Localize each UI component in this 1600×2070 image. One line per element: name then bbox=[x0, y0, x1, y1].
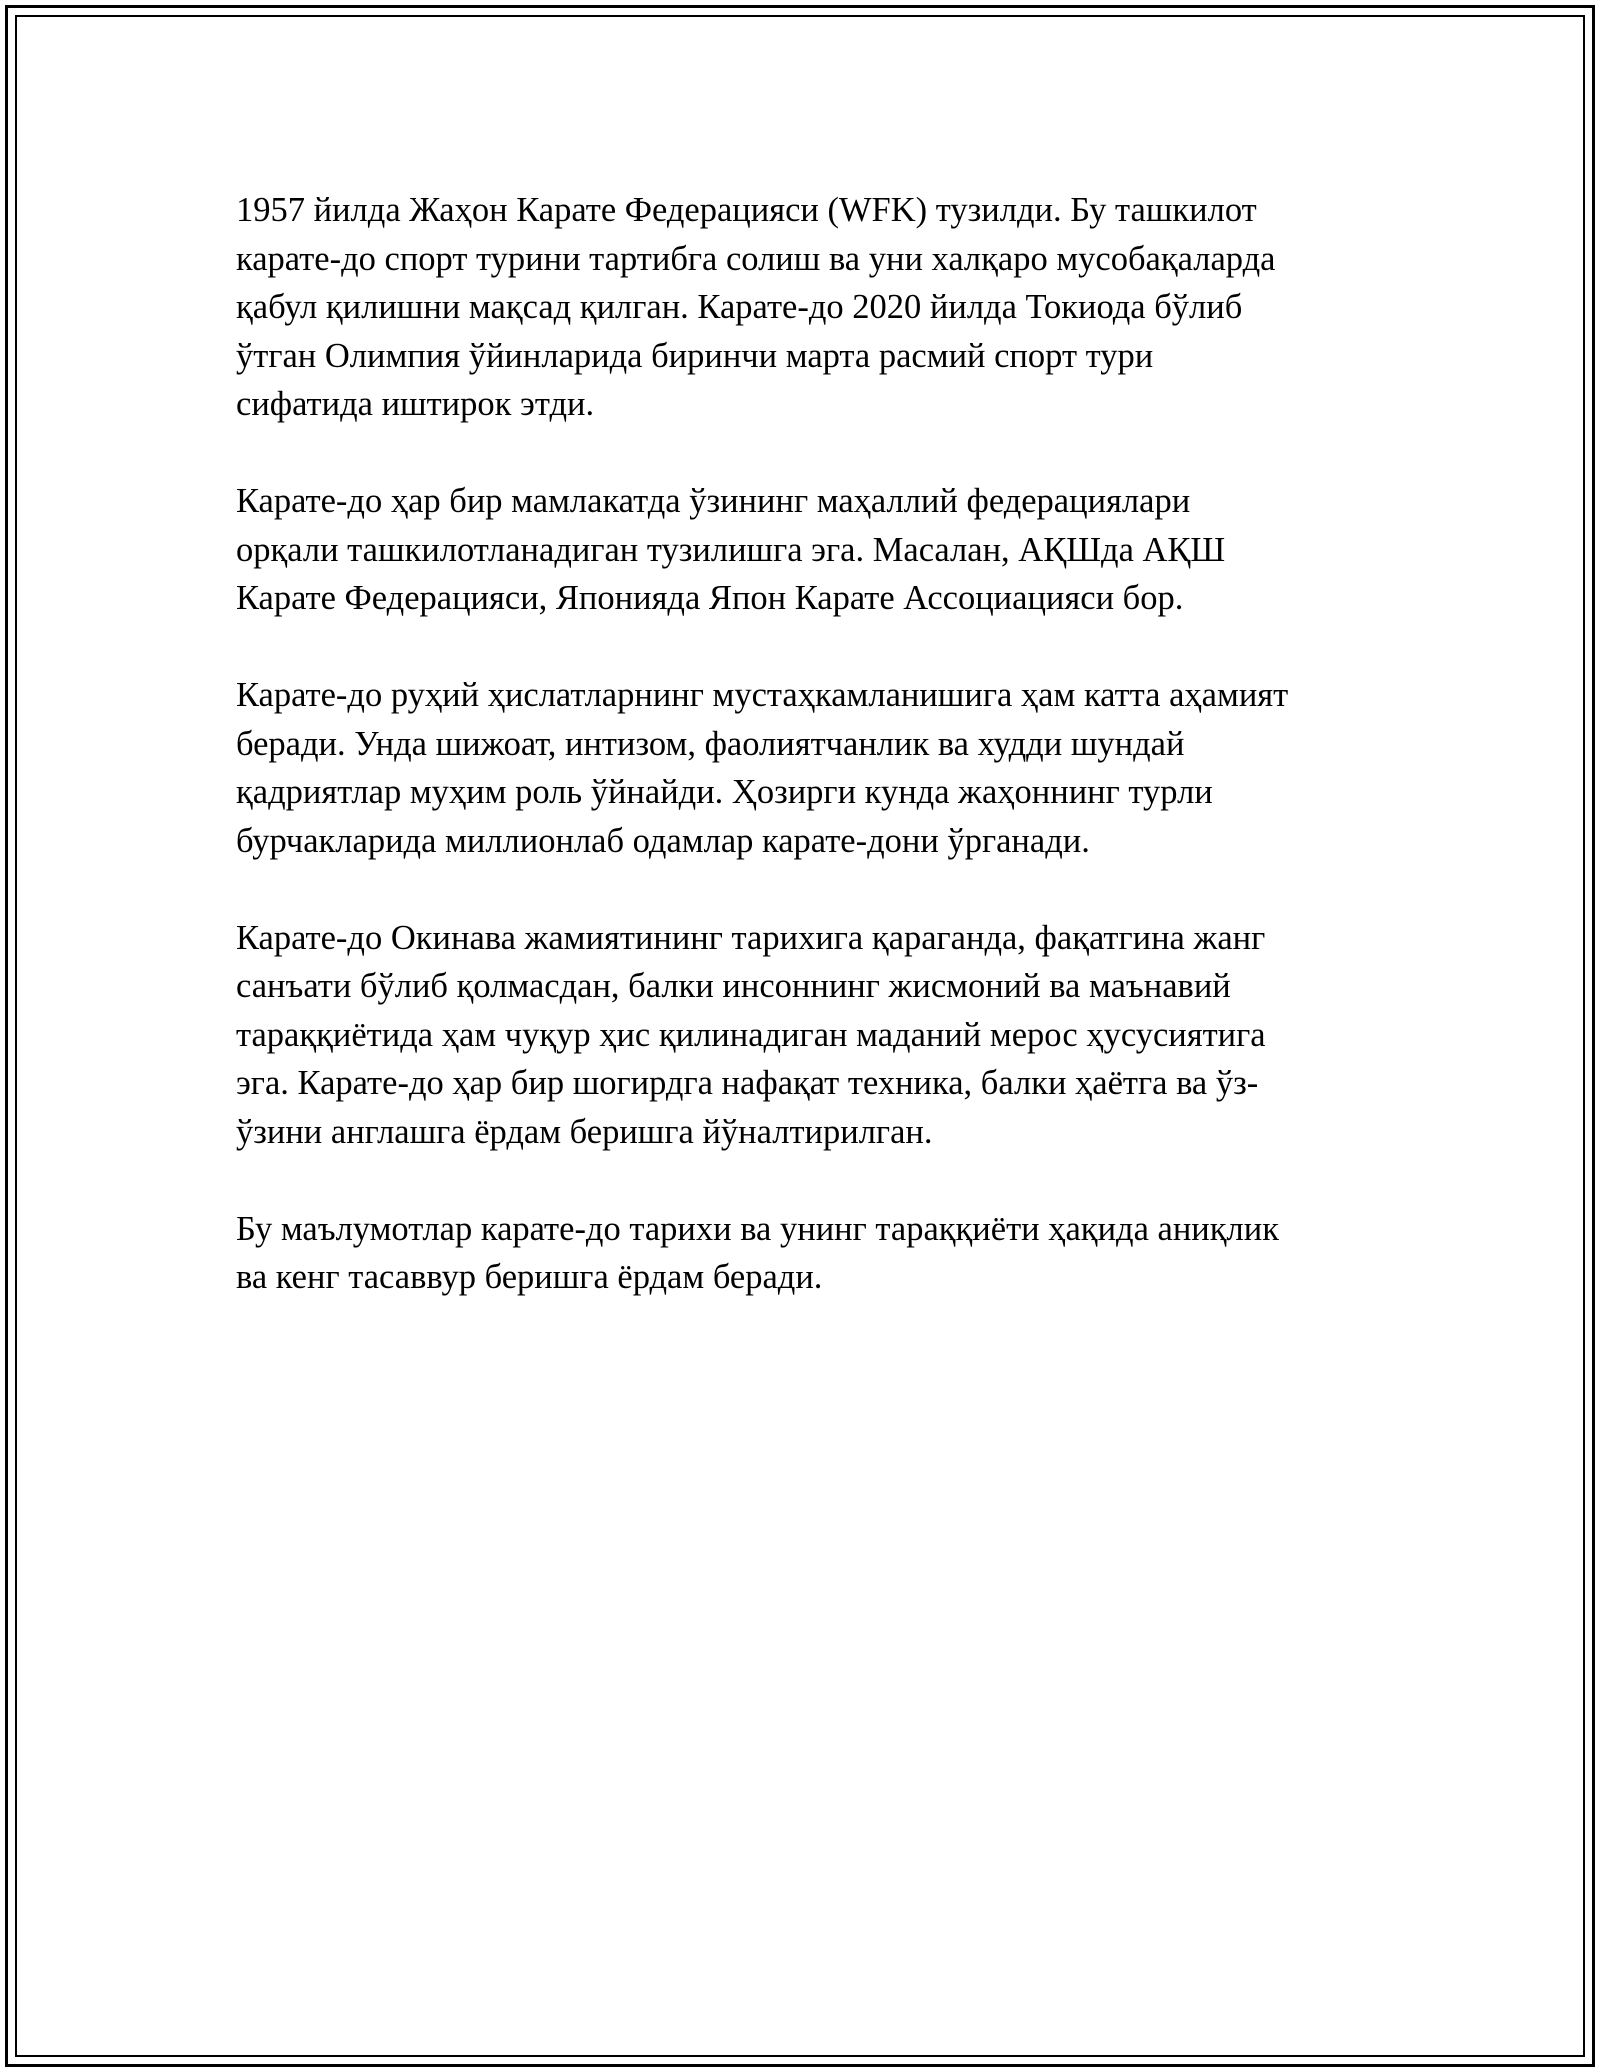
paragraph-spiritual-qualities: Карате-до руҳий ҳислатларнинг мустаҳкамланишига ҳам катта аҳамият беради. Унда шижоат, интизом, фаолиятчанлик ва худди шундай қадриятлар муҳим роль ўйнайди. Ҳозирги кунда жаҳоннинг турли бурчакларида миллионлаб одамлар карате-дони ўрганади. bbox=[236, 676, 1289, 860]
paragraph-conclusion: Бу маълумотлар карате-до тарихи ва унинг тараққиёти ҳақида аниқлик ва кенг тасаввур беришга ёрдам беради. bbox=[236, 1209, 1279, 1296]
document-body bbox=[236, 186, 1366, 1350]
paragraph-national-federations: Карате-до ҳар бир мамлакатда ўзининг маҳаллий федерациялари орқали ташкилотланадиган тузилишга эга. Масалан, АҚШда АҚШ Карате Федерацияси, Японияда Япон Карате Ассоциацияси бор. bbox=[236, 482, 1226, 617]
paragraph-wfk-history: 1957 йилда Жаҳон Карате Федерацияси (WFK) тузилди. Бу ташкилот карате-до спорт турини тартибга солиш ва уни халқаро мусобақаларда қабул қилишни мақсад қилган. Карате-до 2020 йилда Токиода бўлиб ўтган Олимпия ўйинларида биринчи марта расмий спорт тури сифатида иштирок этди. bbox=[236, 191, 1276, 423]
paragraph-okinawa-heritage: Карате-до Окинава жамиятининг тарихига қараганда, фақатгина жанг санъати бўлиб қолмасдан, балки инсоннинг жисмоний ва маънавий тараққиётида ҳам чуқур ҳис қилинадиган маданий мерос ҳусусиятига эга. Карате-до ҳар бир шогирдга нафақат техника, балки ҳаётга ва ўз- ўзини англашга ёрдам беришга йўналтирилган. bbox=[236, 918, 1266, 1151]
